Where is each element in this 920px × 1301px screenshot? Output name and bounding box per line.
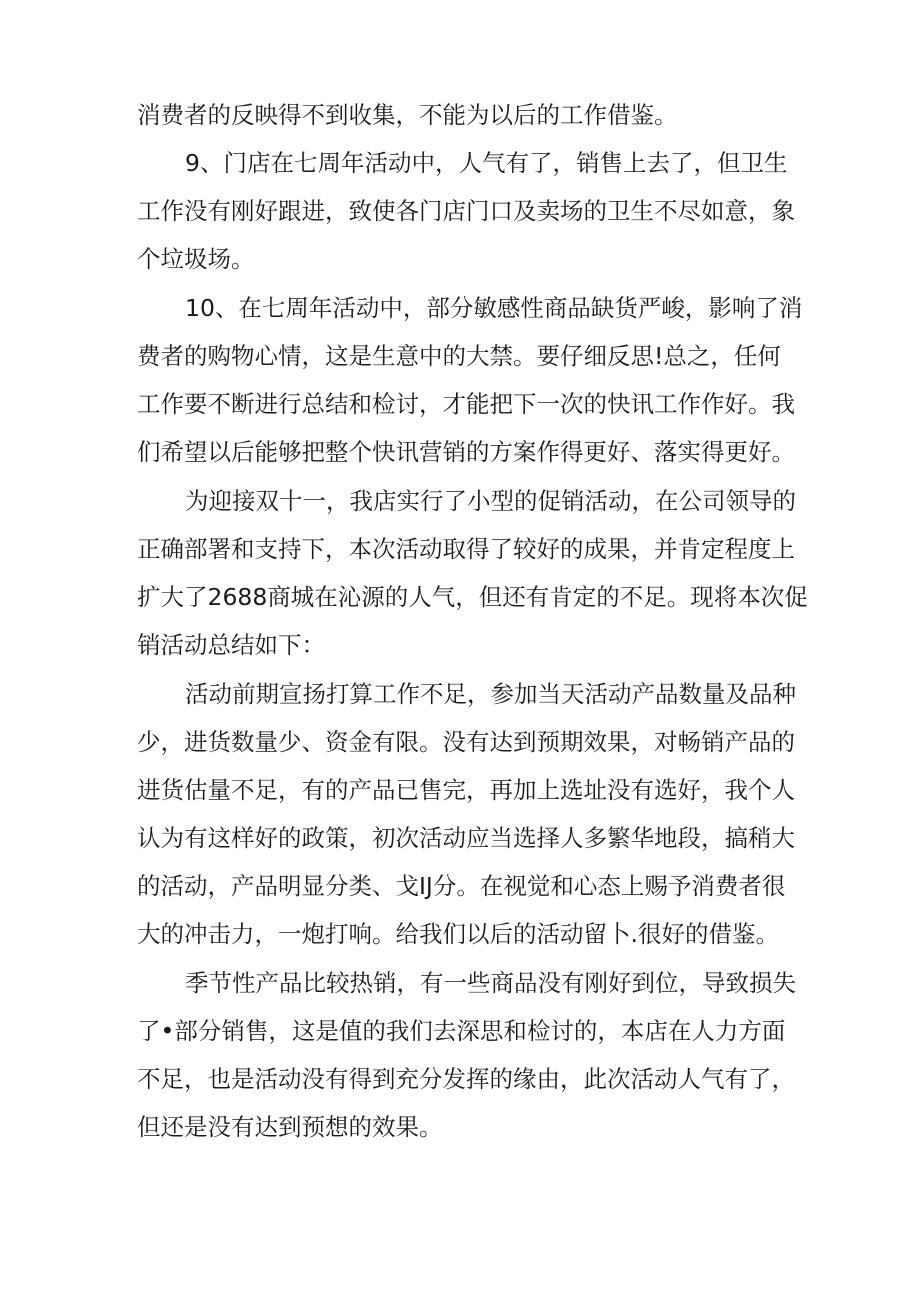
text-line: 正确部署和支持下，本次活动取得了较好的成果，并肯定程度上 xyxy=(137,535,795,563)
text-line: 进货估量不足，有的产品已售完，再加上选址没有选好，我个人 xyxy=(137,776,795,804)
text-line: 大的冲击力，一炮打响。给我们以后的活动留卜.很好的借鉴。 xyxy=(137,920,779,948)
text-line: 的活动，产品明显分类、戈IJ分。在视觉和心态上赐予消费者很 xyxy=(137,872,786,900)
text-line: 为迎接双十一，我店实行了小型的促销活动，在公司领导的 xyxy=(185,487,796,515)
text-line: 10、在七周年活动中，部分敏感性商品缺货严峻，影响了消 xyxy=(185,294,803,322)
text-line: 不足，也是活动没有得到充分发挥的缘由，此次活动人气有了， xyxy=(137,1065,795,1093)
text-line: 消费者的反映得不到收集，不能为以后的工作借鉴。 xyxy=(137,101,678,129)
text-line: 个垃圾场。 xyxy=(137,245,255,273)
text-line: 了•部分销售，这是值的我们去深思和检讨的，本店在人力方面 xyxy=(137,1017,786,1045)
text-line: 活动前期宣扬打算工作不足，参加当天活动产品数量及品种 xyxy=(185,680,796,708)
text-line: 季节性产品比较热销，有一些商品没有刚好到位，导致损失 xyxy=(185,969,796,997)
text-line: 扩大了2688商城在沁源的人气，但还有肯定的不足。现将本次促 xyxy=(137,583,808,611)
text-line: 费者的购物心情，这是生意中的大禁。要仔细反思!总之，任何 xyxy=(137,342,781,370)
text-line: 工作要不断进行总结和检讨，才能把下一次的快讯工作作好。我 xyxy=(137,390,795,418)
text-line: 少，进货数量少、资金有限。没有达到预期效果，对畅销产品的 xyxy=(137,728,795,756)
text-line: 销活动总结如下： xyxy=(137,631,325,659)
text-line: 们希望以后能够把整个快讯营销的方案作得更好、落实得更好。 xyxy=(137,438,795,466)
text-line: 但还是没有达到预想的效果。 xyxy=(137,1113,443,1141)
text-line: 认为有这样好的政策，初次活动应当选择人多繁华地段，搞稍大 xyxy=(137,824,795,852)
text-line: 9、门店在七周年活动中，人气有了，销售上去了，但卫生 xyxy=(185,149,788,177)
text-line: 工作没有刚好跟进，致使各门店门口及卖场的卫生不尽如意，象 xyxy=(137,197,795,225)
